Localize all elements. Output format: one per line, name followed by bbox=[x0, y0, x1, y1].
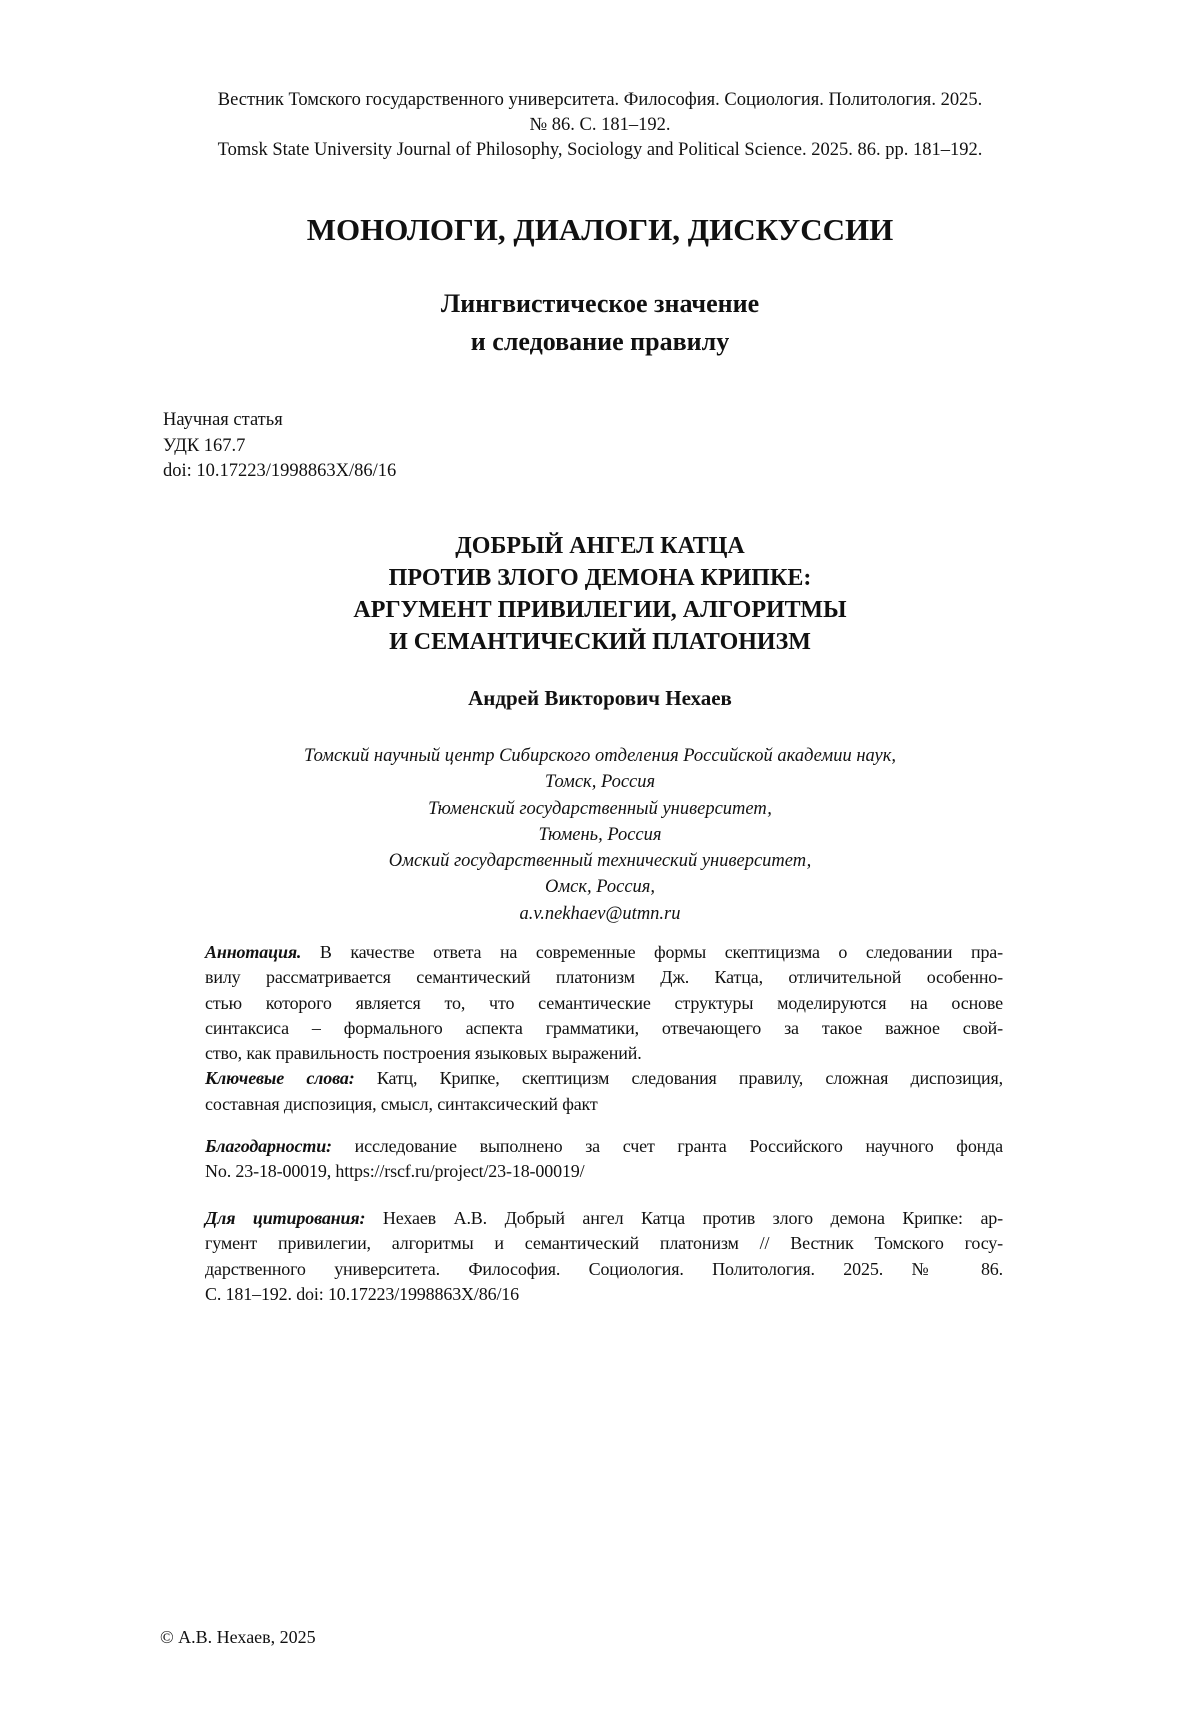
title-line: АРГУМЕНТ ПРИВИЛЕГИИ, АЛГОРИТМЫ bbox=[353, 597, 847, 623]
citation-line bbox=[205, 1206, 1003, 1231]
author-email[interactable]: a.v.nekhaev@utmn.ru bbox=[519, 903, 681, 924]
affiliation-line: Томский научный центр Сибирского отделения Российской академии наук, bbox=[303, 746, 897, 766]
abstract-line: стью которого является то, что семантические структуры моделируются на основе bbox=[205, 992, 1003, 1013]
udc: УДК 167.7 bbox=[163, 435, 246, 456]
copyright: © А.В. Нехаев, 2025 bbox=[160, 1627, 316, 1647]
acknowledgements-line: No. 23-18-00019, https://rscf.ru/project/23-18-00019/ bbox=[205, 1161, 585, 1182]
header-line: № 86. С. 181–192. bbox=[529, 115, 671, 135]
citation-text: Нехаев А.В. Добрый ангел Катца против злого демона Крипке: ар- bbox=[365, 1208, 1003, 1228]
title-line: ПРОТИВ ЗЛОГО ДЕМОНА КРИПКЕ: bbox=[388, 565, 812, 591]
keywords-text: Катц, Крипке, скептицизм следования правилу, сложная диспозиция, bbox=[354, 1068, 1003, 1089]
affiliation-line: Тюменский государственный университет, bbox=[428, 798, 772, 819]
author-name: Андрей Викторович Нехаев bbox=[468, 686, 732, 710]
title-line: ДОБРЫЙ АНГЕЛ КАТЦА bbox=[455, 533, 745, 559]
affiliation-line: Томск, Россия bbox=[544, 772, 656, 793]
keywords-line bbox=[205, 1066, 1003, 1091]
article-meta bbox=[163, 408, 396, 485]
abstract-label: Аннотация. bbox=[205, 942, 302, 962]
keywords-label: Ключевые слова: bbox=[205, 1068, 355, 1089]
subsection-line: Лингвистическое значение bbox=[440, 289, 760, 318]
article-title bbox=[0, 530, 1200, 658]
affiliation-line: Омск, Россия, bbox=[544, 877, 656, 898]
citation-label: Для цитирования: bbox=[205, 1208, 366, 1228]
keywords-line: составная диспозиция, смысл, синтаксический факт bbox=[205, 1093, 598, 1114]
article-type: Научная статья bbox=[163, 410, 283, 430]
abstract-line: ство, как правильность построения языковых выражений. bbox=[205, 1043, 642, 1064]
citation bbox=[205, 1206, 1003, 1307]
abstract-line bbox=[205, 940, 1003, 965]
citation-line: С. 181–192. doi: 10.17223/1998863X/86/16 bbox=[205, 1283, 520, 1304]
affiliations bbox=[0, 743, 1200, 927]
header-line: Tomsk State University Journal of Philosophy, Sociology and Political Science. 2025. 86. pp. 181–192. bbox=[217, 140, 983, 160]
acknowledgements-label: Благодарности: bbox=[205, 1136, 332, 1156]
abstract-line: вилу рассматривается семантический платонизм Дж. Катца, отличительной особенно- bbox=[205, 967, 1003, 988]
doi: doi: 10.17223/1998863X/86/16 bbox=[163, 461, 397, 481]
acknowledgements-text: исследование выполнено за счет гранта Российского научного фонда bbox=[331, 1136, 1003, 1156]
abstract-text: В качестве ответа на современные формы скептицизма о следовании пра- bbox=[301, 942, 1003, 962]
subsection-line: и следование правилу bbox=[470, 327, 730, 356]
subsection-title bbox=[0, 285, 1200, 361]
acknowledgements bbox=[205, 1134, 1003, 1185]
affiliation-line: Тюмень, Россия bbox=[538, 824, 662, 845]
abstract bbox=[205, 940, 1003, 1117]
acknowledgements-line bbox=[205, 1134, 1003, 1159]
abstract-line: синтаксиса – формального аспекта грамматики, отвечающего за такое важное свой- bbox=[205, 1017, 1003, 1038]
section-title: МОНОЛОГИ, ДИАЛОГИ, ДИСКУССИИ bbox=[306, 212, 894, 247]
title-line: И СЕМАНТИЧЕСКИЙ ПЛАТОНИЗМ bbox=[389, 629, 811, 655]
citation-line: дарственного университета. Философия. Социология. Политология. 2025. № 86. bbox=[205, 1258, 1003, 1279]
journal-header bbox=[0, 88, 1200, 163]
affiliation-line: Омский государственный технический университет, bbox=[388, 851, 812, 872]
citation-line: гумент привилегии, алгоритмы и семантический платонизм // Вестник Томского госу- bbox=[205, 1233, 1003, 1254]
header-line: Вестник Томского государственного университета. Философия. Социология. Политология. 2025. bbox=[217, 90, 983, 110]
